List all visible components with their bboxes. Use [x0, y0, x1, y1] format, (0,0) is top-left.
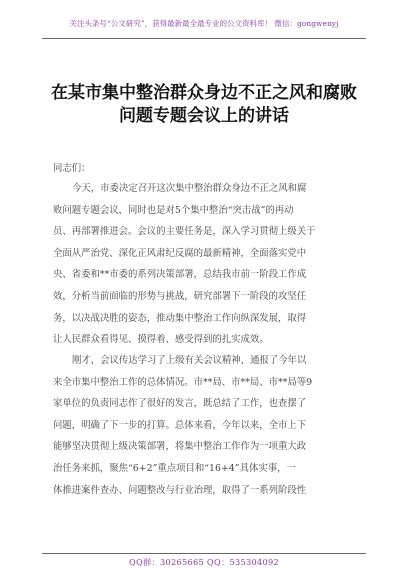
paragraph-line: 败问题专题会议，同时也是对5个集中整治“突击战”的再动 [53, 204, 294, 216]
document-title [38, 82, 370, 128]
paragraph-line: 刚才，会议传达学习了上级有关会议精神，通报了今年以 [72, 355, 307, 366]
paragraph-line: 员、再部署推进会。会议的主要任务是，深入学习贯彻上级关于 [53, 226, 316, 238]
paragraph-line: 体推进案件查办、问题整改与行业治理，取得了一系列阶段性 [53, 484, 307, 496]
promo-header: 关注头条号“公文研究”，获得最新最全最专业的公文资料库！ 微信：gongwenyj [69, 19, 339, 28]
title-line: 问题专题会议上的讲话 [119, 106, 289, 126]
paragraph-line: 来全市集中整治工作的总体情况。市**局、市**局、市**局等9 [53, 376, 313, 388]
paragraph-line: 今天，市委决定召开这次集中整治群众身边不正之风和腐 [72, 183, 307, 194]
title-line: 在某市集中整治群众身边不正之风和腐败 [51, 83, 357, 103]
footer-divider [42, 553, 366, 554]
paragraph-line: 央、省委和**市委的系列决策部署，总结我市前一阶段工作成 [53, 269, 307, 281]
paragraph-2 [53, 350, 358, 501]
header-divider [42, 38, 366, 39]
paragraph-line: 务，以决战决胜的姿态，推动集中整治工作向纵深发展，取得 [53, 312, 307, 324]
paragraph-line: 能够坚决贯彻上级决策部署，将集中整治工作作为一项重大政 [53, 441, 307, 453]
paragraph-line: 效，分析当前面临的形势与挑战，研究部署下一阶段的攻坚任 [53, 290, 307, 302]
greeting: 同志们： [53, 163, 91, 174]
contact-footer: QQ群：30265665 QQ：535304092 [128, 557, 280, 567]
paragraph-line: 治任务来抓，聚焦“6+2”重点项目和“16+4”具体实事，一 [53, 462, 296, 474]
paragraph-1 [53, 178, 358, 351]
paragraph-line: 问题，明确了下一步的打算。总体来看，今年以来，全市上下 [53, 419, 307, 431]
paragraph-line: 让人民群众看得见、摸得着、感受得到的扎实成效。 [53, 334, 269, 346]
paragraph-line: 全面从严治党、深化正风肃纪反腐的最新精神，全面落实党中 [53, 247, 307, 259]
paragraph-line: 家单位的负责同志作了很好的发言，既总结了工作，也查摆了 [53, 398, 307, 410]
